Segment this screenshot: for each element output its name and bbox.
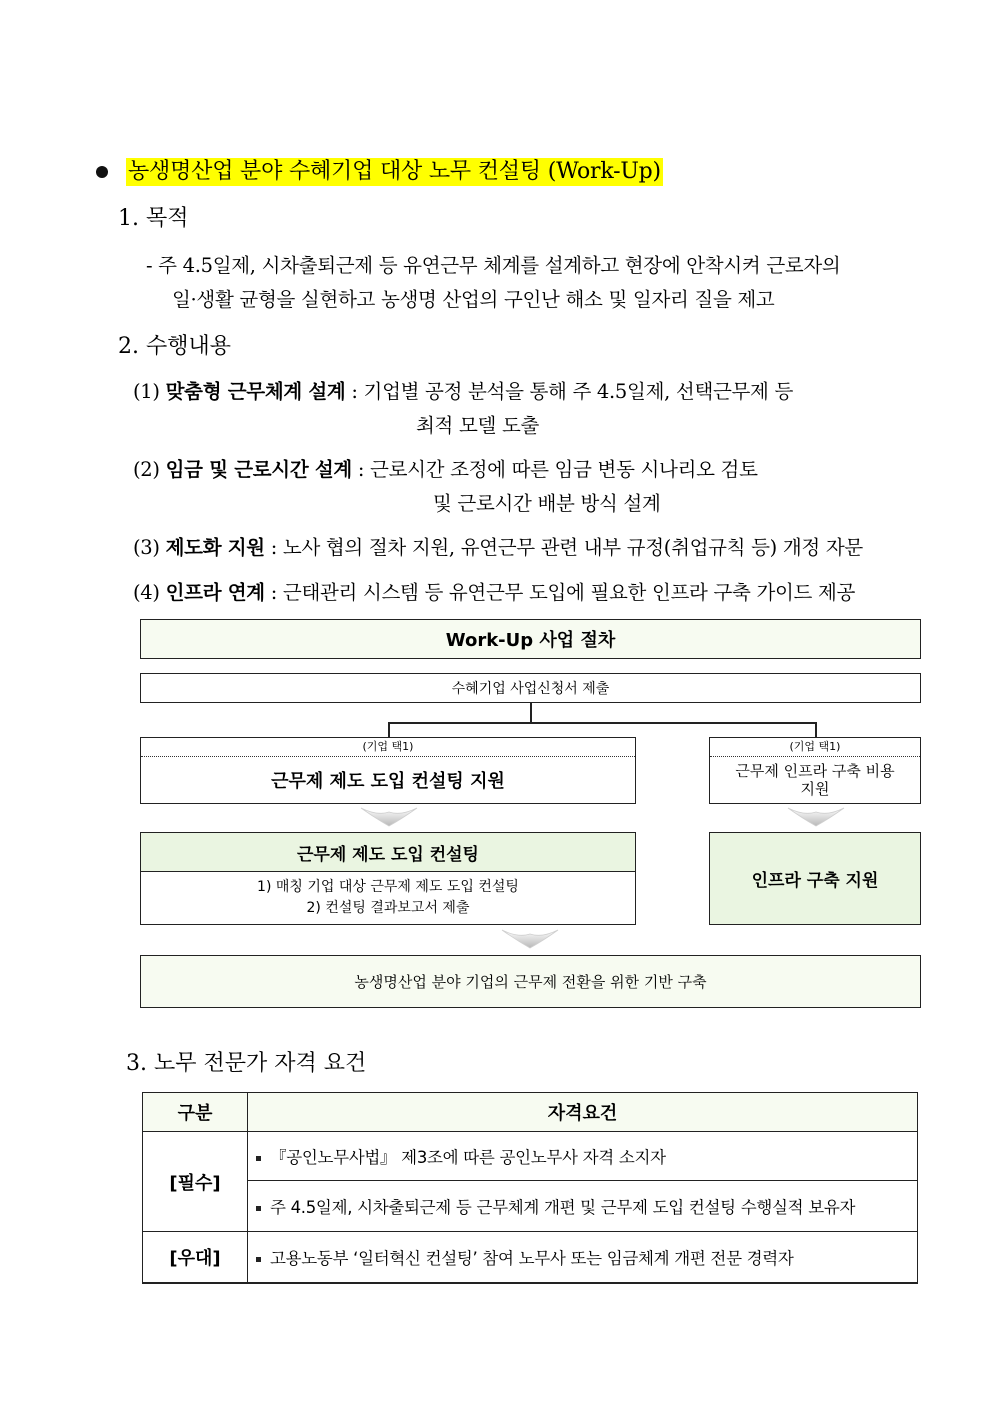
square-bullet-icon	[256, 1156, 261, 1161]
table-row	[143, 1232, 918, 1284]
table-row	[143, 1132, 918, 1181]
task-item-1: (1) 맞춤형 근무체계 설계 : 기업별 공정 분석을 통해 주 4.5일제, 선택근무제 등	[133, 380, 794, 403]
task-label: 맞춤형 근무체계 설계	[165, 380, 346, 403]
task-item-2: (2) 임금 및 근로시간 설계 : 근로시간 조정에 따른 임금 변동 시나리오 검토	[133, 458, 758, 481]
qualification-table	[142, 1092, 918, 1284]
bullet-icon	[96, 166, 108, 178]
task-label: 임금 및 근로시간 설계	[165, 458, 352, 481]
down-arrow-icon	[786, 806, 846, 828]
option-label-line2: 지원	[800, 780, 830, 798]
option-consulting	[140, 737, 636, 804]
option-infrastructure	[709, 737, 921, 804]
section-heading	[96, 156, 663, 188]
category-preferred: [우대]	[143, 1232, 248, 1284]
table-header-row	[143, 1093, 918, 1132]
square-bullet-icon	[256, 1257, 261, 1262]
heading-title: 농생명산업 분야 수혜기업 대상 노무 컨설팅 (Work-Up)	[128, 159, 661, 184]
task-item-3: (3) 제도화 지원 : 노사 협의 절차 지원, 유연근무 관련 내부 규정(취업규칙 등) 개정 자문	[133, 536, 863, 559]
connector-line	[815, 722, 817, 738]
task-item-2-cont: 및 근로시간 배분 방식 설계	[433, 492, 661, 515]
requirement-item: 주 4.5일제, 시차출퇴근제 등 근무체계 개편 및 근무제 도입 컨설팅 수행실적 보유자	[248, 1181, 918, 1232]
final-outcome: 농생명산업 분야 기업의 근무제 전환을 위한 기반 구축	[140, 955, 921, 1008]
connector-line	[388, 722, 390, 738]
header-category: 구분	[143, 1093, 248, 1132]
option-tag: (기업 택1)	[141, 738, 635, 757]
section1-title: 1. 목적	[118, 206, 189, 231]
square-bullet-icon	[256, 1206, 261, 1211]
purpose-line-1: - 주 4.5일제, 시차출퇴근제 등 유연근무 체계를 설계하고 현장에 안착시켜 근로자의	[146, 254, 841, 277]
result-title: 근무제 제도 도입 컨설팅	[141, 833, 635, 872]
option-label: 근무제 제도 도입 컨설팅 지원	[271, 771, 505, 792]
result-detail-1: 1) 매칭 기업 대상 근무제 제도 도입 컨설팅	[257, 879, 519, 895]
section2-title: 2. 수행내용	[118, 334, 231, 359]
option-tag: (기업 택1)	[710, 738, 920, 757]
result-infrastructure: 인프라 구축 지원	[709, 832, 921, 925]
category-required: [필수]	[143, 1132, 248, 1232]
option-label-line1: 근무제 인프라 구축 비용	[735, 762, 895, 780]
diagram-title: Work-Up 사업 절차	[140, 619, 921, 659]
task-label: 인프라 연계	[165, 581, 265, 604]
task-item-4: (4) 인프라 연계 : 근태관리 시스템 등 유연근무 도입에 필요한 인프라 구축 가이드 제공	[133, 581, 856, 604]
requirement-item: 고용노동부 ‘일터혁신 컨설팅’ 참여 노무사 또는 임금체계 개편 전문 경력자	[248, 1232, 918, 1284]
table-row	[143, 1181, 918, 1232]
connector-line	[530, 703, 532, 723]
section3-title: 3. 노무 전문가 자격 요건	[126, 1051, 367, 1076]
down-arrow-icon	[500, 928, 560, 950]
task-label: 제도화 지원	[165, 536, 265, 559]
result-detail-2: 2) 컨설팅 결과보고서 제출	[306, 900, 470, 916]
header-requirements: 자격요건	[248, 1093, 918, 1132]
down-arrow-icon	[359, 806, 419, 828]
result-consulting	[140, 832, 636, 925]
purpose-line-2: 일·생활 균형을 실현하고 농생명 산업의 구인난 해소 및 일자리 질을 제고	[172, 288, 775, 311]
connector-line	[388, 722, 816, 724]
requirement-item: 『공인노무사법』 제3조에 따른 공인노무사 자격 소지자	[248, 1132, 918, 1181]
task-item-1-cont: 최적 모델 도출	[416, 414, 540, 437]
step-application: 수혜기업 사업신청서 제출	[140, 673, 921, 703]
